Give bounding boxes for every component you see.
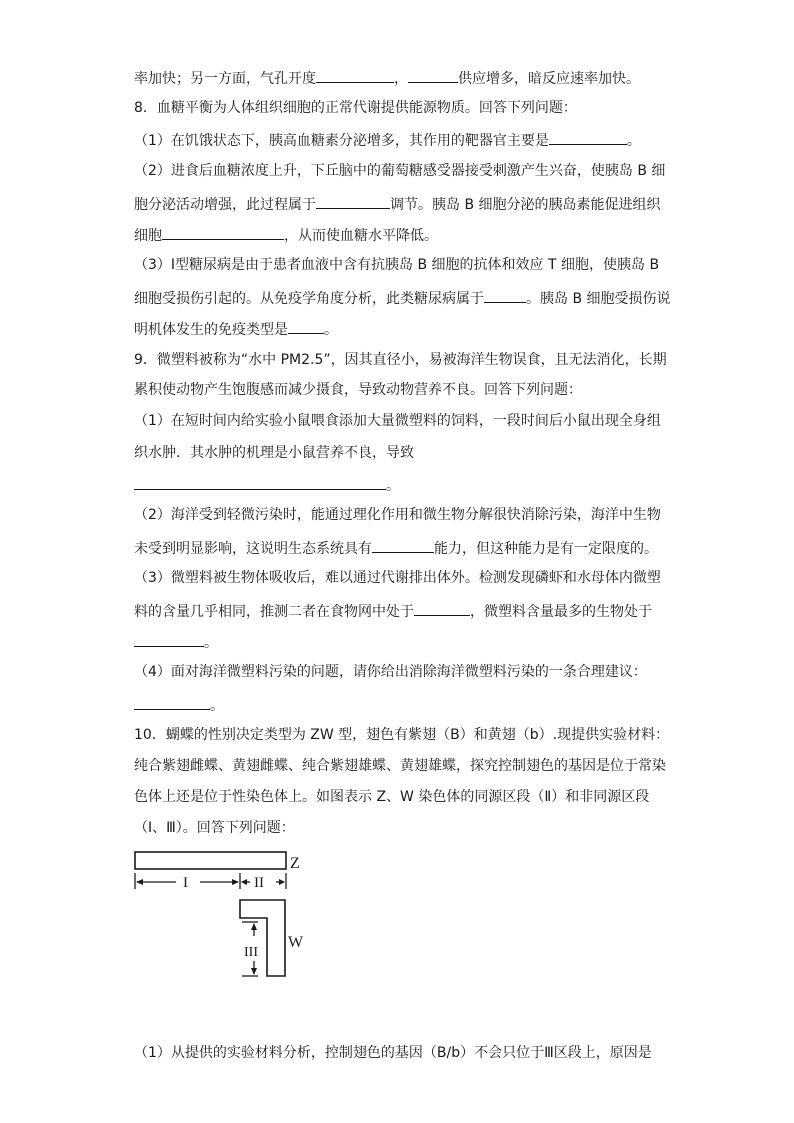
w-label: W xyxy=(288,934,304,951)
answer-blank[interactable] xyxy=(134,631,204,647)
text-line xyxy=(134,1043,652,1063)
text-segment: （4）面对海洋微塑料污染的问题，请你给出消除海洋微塑料污染的一条合理建议： xyxy=(134,664,647,680)
text-segment: 。 xyxy=(386,478,400,494)
text-line xyxy=(134,725,669,745)
text-line xyxy=(134,600,652,622)
answer-blank[interactable] xyxy=(549,129,627,145)
text-segment: 。 xyxy=(204,635,218,651)
answer-blank[interactable] xyxy=(372,537,434,553)
text-line xyxy=(134,350,667,370)
text-segment: 。 xyxy=(324,322,338,338)
text-segment: ，微塑料含量最多的生物处于 xyxy=(470,604,652,620)
text-line xyxy=(134,161,665,181)
text-line xyxy=(134,662,647,682)
text-line xyxy=(134,224,438,246)
text-line xyxy=(134,443,414,463)
text-segment: （Ⅰ、Ⅲ）。回答下列问题： xyxy=(134,820,295,836)
text-segment: 细胞受损伤引起的。从免疫学角度分析，此类糖尿病属于 xyxy=(134,291,484,307)
text-segment: 10．蝴蝶的性别决定类型为 ZW 型，翅色有紫翅（B）和黄翅（b）.现提供实验材料： xyxy=(134,727,670,743)
text-segment: 细胞 xyxy=(134,228,162,244)
z-chromosome xyxy=(135,852,286,869)
text-line xyxy=(134,787,649,807)
answer-blank[interactable] xyxy=(134,694,210,710)
text-segment: 8．血糖平衡为人体组织细胞的正常代谢提供能源物质。回答下列问题： xyxy=(134,100,577,116)
w-chromosome xyxy=(240,900,285,976)
text-line xyxy=(134,568,661,588)
text-line xyxy=(134,67,640,89)
text-segment: 。 xyxy=(210,698,224,714)
zw-chromosome-diagram xyxy=(130,846,320,981)
answer-blank[interactable] xyxy=(414,600,470,616)
text-segment: 纯合紫翅雌蝶、黄翅雌蝶、纯合紫翅雄蝶、黄翅雄蝶，探究控制翅色的基因是位于常染 xyxy=(134,758,666,774)
text-segment: （2）进食后血糖浓度上升，下丘脑中的葡萄糖感受器接受刺激产生兴奋，使胰岛 B 细 xyxy=(134,163,666,179)
text-segment: ， xyxy=(394,71,408,87)
answer-blank[interactable] xyxy=(484,287,526,303)
segment-2-label: II xyxy=(254,875,264,891)
text-line xyxy=(134,98,577,118)
text-line xyxy=(134,287,671,309)
text-segment: （1）从提供的实验材料分析，控制翅色的基因（B/b）不会只位于Ⅲ区段上，原因是 xyxy=(134,1045,652,1061)
text-line xyxy=(134,694,224,716)
text-segment: （1）在短时间内给实验小鼠喂食添加大量微塑料的饲料，一段时间后小鼠出现全身组 xyxy=(134,413,661,429)
text-line xyxy=(134,631,218,653)
text-line xyxy=(134,818,295,838)
text-segment: 明机体发生的免疫类型是 xyxy=(134,322,288,338)
z-label: Z xyxy=(290,855,300,872)
answer-blank[interactable] xyxy=(316,67,394,83)
text-segment: （2）海洋受到轻微污染时，能通过理化作用和微生物分解很快消除污染，海洋中生物 xyxy=(134,507,661,523)
text-segment: 累积使动物产生饱腹感而减少摄食，导致动物营养不良。回答下列问题： xyxy=(134,382,582,398)
text-segment: 率加快；另一方面，气孔开度 xyxy=(134,71,316,87)
text-line xyxy=(134,411,661,431)
text-line xyxy=(134,537,658,559)
text-segment: ，从而使血糖水平降低。 xyxy=(284,228,438,244)
text-line xyxy=(134,193,661,215)
segment-1-label: I xyxy=(183,875,188,891)
text-segment: 9．微塑料被称为“水中 PM2.5”，因其直径小，易被海洋生物误食，且无法消化，长期 xyxy=(134,352,667,368)
text-segment: （3）微塑料被生物体吸收后，难以通过代谢排出体外。检测发现磷虾和水母体内微塑 xyxy=(134,570,661,586)
text-segment: 未受到明显影响，这说明生态系统具有 xyxy=(134,541,372,557)
text-line xyxy=(134,756,666,776)
text-line xyxy=(134,505,661,525)
text-segment: 供应增多，暗反应速率加快。 xyxy=(458,71,640,87)
text-segment: （3）Ⅰ型糖尿病是由于患者血液中含有抗胰岛 B 细胞的抗体和效应 T 细胞，使胰岛 B xyxy=(134,257,660,273)
text-line xyxy=(134,318,338,340)
text-segment: 调节。胰岛 B 细胞分泌的胰岛素能促进组织 xyxy=(390,197,661,213)
answer-blank[interactable] xyxy=(288,318,324,334)
text-segment: 色体上还是位于性染色体上。如图表示 Z、W 染色体的同源区段（Ⅱ）和非同源区段 xyxy=(134,789,650,805)
text-line xyxy=(134,474,400,496)
text-segment: 能力，但这种能力是有一定限度的。 xyxy=(434,541,658,557)
text-line xyxy=(134,255,659,275)
text-line xyxy=(134,380,582,400)
text-segment: 料的含量几乎相同，推测二者在食物网中处于 xyxy=(134,604,414,620)
answer-blank[interactable] xyxy=(162,224,284,240)
answer-blank[interactable] xyxy=(408,67,458,83)
text-segment: 胞分泌活动增强，此过程属于 xyxy=(134,197,316,213)
text-line xyxy=(134,129,641,151)
answer-blank[interactable] xyxy=(316,193,390,209)
text-segment: 织水肿．其水肿的机理是小鼠营养不良，导致 xyxy=(134,445,414,461)
text-segment: 。胰岛 B 细胞受损伤说 xyxy=(526,291,671,307)
segment-3-label: III xyxy=(244,945,258,960)
answer-blank[interactable] xyxy=(134,474,386,490)
text-segment: 。 xyxy=(626,133,641,149)
text-segment: （1）在饥饿状态下，胰高血糖素分泌增多，其作用的靶器官主要是 xyxy=(134,133,549,149)
